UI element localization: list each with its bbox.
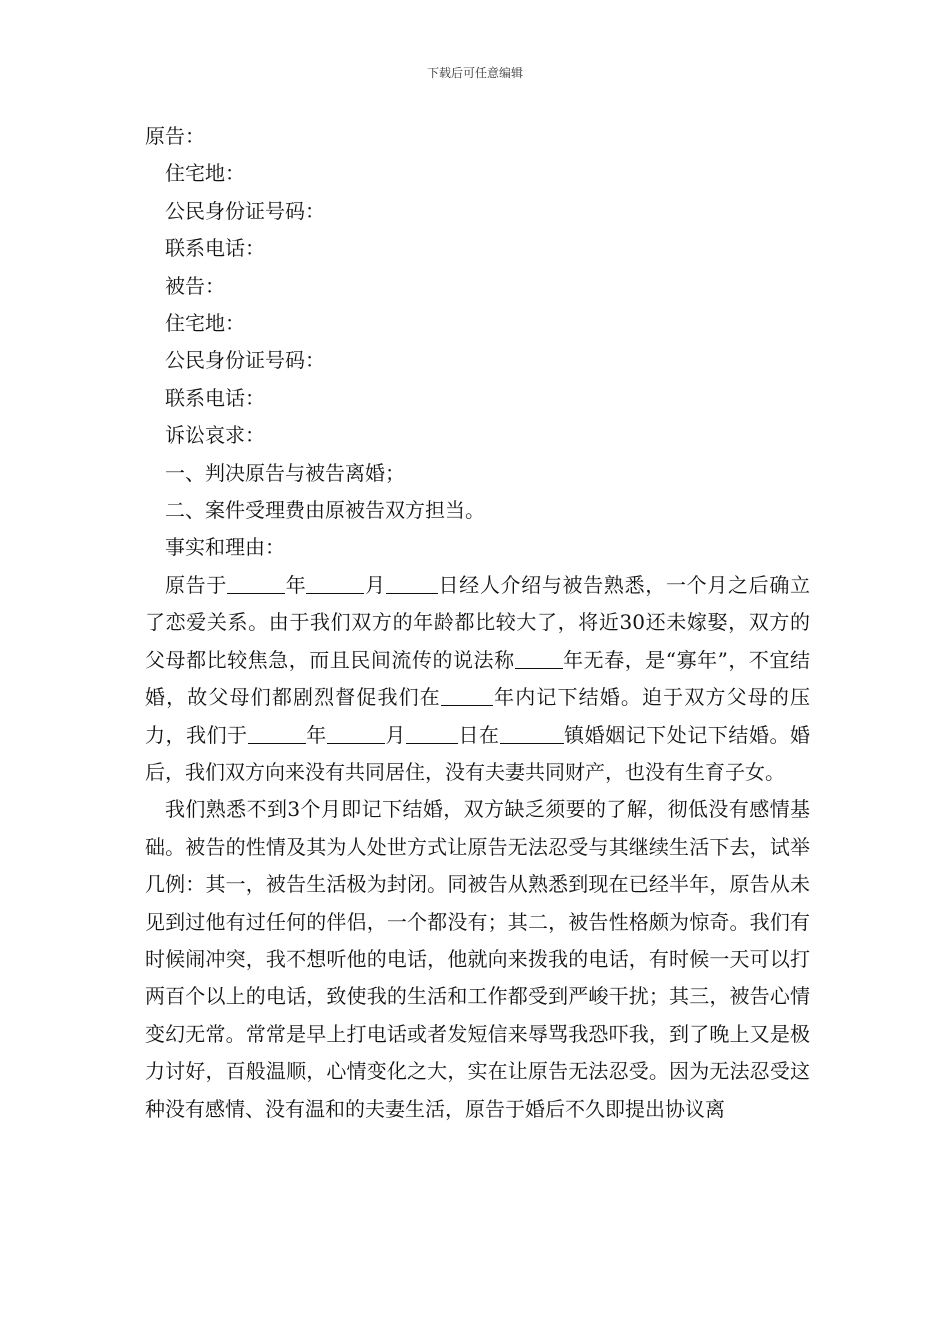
text-segment: 年 xyxy=(305,722,327,747)
text-segment: 原告于 xyxy=(165,572,228,597)
blank-year xyxy=(227,571,285,594)
blank-marriage-year xyxy=(248,721,306,744)
text-segment: 日在 xyxy=(457,722,500,747)
claim-item-1: 一、判决原告与被告离婚； xyxy=(165,460,405,485)
defendant-id-label: 公民身份证号码： xyxy=(165,348,325,373)
text-segment: 日经人介绍与被告熟悉，一个月之后确立了恋爱关系。由于我们双方的年龄都比较大了，将近30还未嫁娶，双方的父母都比较焦急，而且民间流传的说法称 xyxy=(145,572,811,672)
text-segment: 镇婚姻记下处记下结婚。婚后，我们双方向来没有共同居住，没有夫妻共同财产，也没有生育子女。 xyxy=(145,722,811,784)
facts-heading: 事实和理由： xyxy=(165,535,285,560)
plaintiff-address-label: 住宅地： xyxy=(165,161,245,186)
text-segment: 月 xyxy=(384,722,406,747)
defendant-phone-label: 联系电话： xyxy=(165,385,265,410)
blank-year-limit xyxy=(441,683,493,706)
facts-paragraph-2: 我们熟悉不到3个月即记下结婚，双方缺乏须要的了解，彻低没有感情基础。被告的性情及其为人处世方式让原告无法忍受与其继续生活下去，试举几例：其一，被告生活极为封闭。同被告从熟悉到现在已经半年，原告从未见到过他有过任何的伴侣，一个都没有；其二，被告性格颇为惊奇。我们有时候闹冲突，我不想听他的电话，他就向来拨我的电话，有时候一天可以打两百个以上的电话，致使我的生活和工作都受到严峻干扰；其三，被告心情变幻无常。常常是早上打电话或者发短信来辱骂我恐吓我，到了晚上又是极力讨好，百般温顺，心情变化之大，实在让原告无法忍受。因为无法忍受这种没有感情、没有温和的夫妻生活，原告于婚后不久即提出协议离 xyxy=(145,797,810,1121)
plaintiff-phone-label: 联系电话： xyxy=(165,236,265,261)
page-header: 下载后可任意编辑 xyxy=(426,66,523,80)
defendant-label: 被告： xyxy=(165,273,225,298)
plaintiff-label: 原告： xyxy=(145,124,205,148)
defendant-address-label: 住宅地： xyxy=(165,311,245,336)
claims-heading: 诉讼哀求： xyxy=(165,423,265,448)
text-segment: 月 xyxy=(364,572,386,597)
blank-marriage-month xyxy=(327,721,385,744)
blank-town xyxy=(500,721,564,744)
facts-paragraph-1 xyxy=(145,567,810,791)
blank-month xyxy=(306,571,364,594)
blank-year-count xyxy=(515,646,563,669)
text-segment: 年无春，是“寡年”，不宜结婚，故父母们都剧烈督促我们在 xyxy=(145,647,810,710)
text-segment: 年内记下结婚。迫于双方父母的压力，我们于 xyxy=(145,685,811,747)
text-segment: 年 xyxy=(285,572,307,597)
claim-item-2: 二、案件受理费由原被告双方担当。 xyxy=(165,498,485,523)
document-body xyxy=(145,118,810,1128)
blank-day xyxy=(386,571,438,594)
blank-marriage-day xyxy=(406,721,458,744)
plaintiff-id-label: 公民身份证号码： xyxy=(165,198,325,223)
